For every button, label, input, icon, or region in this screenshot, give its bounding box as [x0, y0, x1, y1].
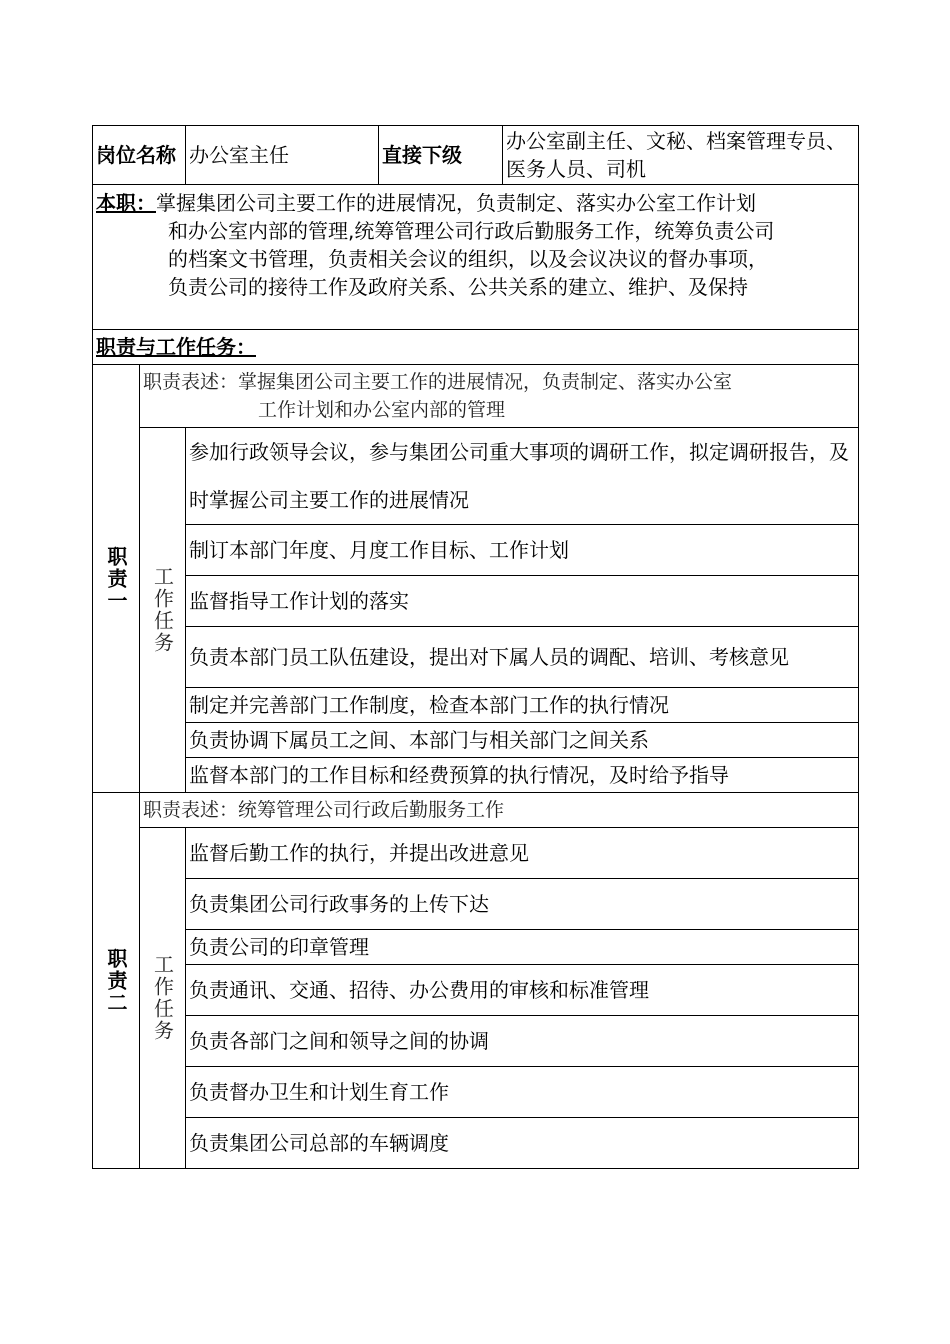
- duties-title: 职责与工作任务：: [93, 330, 859, 365]
- table-row: [93, 428, 859, 525]
- duty2-task-6: 负责督办卫生和计划生育工作: [186, 1067, 859, 1118]
- responsibility-row: [93, 185, 859, 330]
- position-value: 办公室主任: [186, 126, 379, 185]
- duty2-desc-label: 职责表述：: [143, 799, 239, 821]
- table-row: [93, 1067, 859, 1118]
- duty2-task-4: 负责通讯、交通、招待、办公费用的审核和标准管理: [186, 965, 859, 1016]
- table-row: [93, 965, 859, 1016]
- table-row: [93, 1118, 859, 1169]
- table-row: [93, 828, 859, 879]
- duty1-desc-label: 职责表述：: [143, 371, 239, 393]
- duty2-task-7: 负责集团公司总部的车辆调度: [186, 1118, 859, 1169]
- table-row: [93, 1016, 859, 1067]
- table-row: [93, 525, 859, 576]
- duty1-task-5: 制定并完善部门工作制度，检查本部门工作的执行情况: [186, 688, 859, 723]
- table-row: [93, 627, 859, 688]
- header-row: [93, 126, 859, 185]
- duty2-task-5: 负责各部门之间和领导之间的协调: [186, 1016, 859, 1067]
- position-label: 岗位名称: [93, 126, 186, 185]
- table-row: [93, 879, 859, 930]
- duty2-task-1: 监督后勤工作的执行，并提出改进意见: [186, 828, 859, 879]
- table-row: [93, 688, 859, 723]
- duties-title-row: [93, 330, 859, 365]
- job-description-document: [92, 125, 858, 1169]
- subordinate-value: 办公室副主任、文秘、档案管理专员、医务人员、司机: [503, 126, 859, 185]
- table-row: [93, 576, 859, 627]
- job-description-table: [92, 125, 859, 1169]
- duty1-task-1: 参加行政领导会议，参与集团公司重大事项的调研工作，拟定调研报告，及时掌握公司主要工作的进展情况: [186, 428, 859, 525]
- table-row: [93, 758, 859, 793]
- duty2-desc-line-1: 统筹管理公司行政后勤服务工作: [238, 799, 505, 821]
- duty2-tasks-label: 工作任务: [140, 828, 186, 1169]
- duty1-label: 职责一: [93, 365, 140, 793]
- table-row: [93, 930, 859, 965]
- responsibility-line-4: 负责公司的接待工作及政府关系、公共关系的建立、维护、及保持: [168, 275, 748, 299]
- duty1-desc-row: [93, 365, 859, 428]
- duty1-task-2: 制订本部门年度、月度工作目标、工作计划: [186, 525, 859, 576]
- duty1-task-7: 监督本部门的工作目标和经费预算的执行情况，及时给予指导: [186, 758, 859, 793]
- duty1-task-4: 负责本部门员工队伍建设，提出对下属人员的调配、培训、考核意见: [186, 627, 859, 688]
- duty1-task-6: 负责协调下属员工之间、本部门与相关部门之间关系: [186, 723, 859, 758]
- duty2-desc-row: [93, 793, 859, 828]
- table-row: [93, 723, 859, 758]
- duty2-task-2: 负责集团公司行政事务的上传下达: [186, 879, 859, 930]
- responsibility-line-2: 和办公室内部的管理,统筹管理公司行政后勤服务工作，统筹负责公司: [168, 219, 775, 243]
- duty2-description: [140, 793, 859, 828]
- responsibility-cell: [93, 185, 859, 330]
- responsibility-line-3: 的档案文书管理，负责相关会议的组织，以及会议决议的督办事项，: [168, 247, 768, 271]
- duty1-desc-line-2: 工作计划和办公室内部的管理: [258, 399, 506, 421]
- duty2-task-3: 负责公司的印章管理: [186, 930, 859, 965]
- responsibility-label: 本职：: [96, 191, 156, 215]
- duty1-tasks-label: 工作任务: [140, 428, 186, 793]
- duty1-desc-line-1: 掌握集团公司主要工作的进展情况，负责制定、落实办公室: [238, 371, 733, 393]
- duty1-task-3: 监督指导工作计划的落实: [186, 576, 859, 627]
- duty2-label: 职责二: [93, 793, 140, 1169]
- subordinate-label: 直接下级: [379, 126, 503, 185]
- duty1-description: [140, 365, 859, 428]
- responsibility-line-1: 掌握集团公司主要工作的进展情况，负责制定、落实办公室工作计划: [156, 191, 756, 215]
